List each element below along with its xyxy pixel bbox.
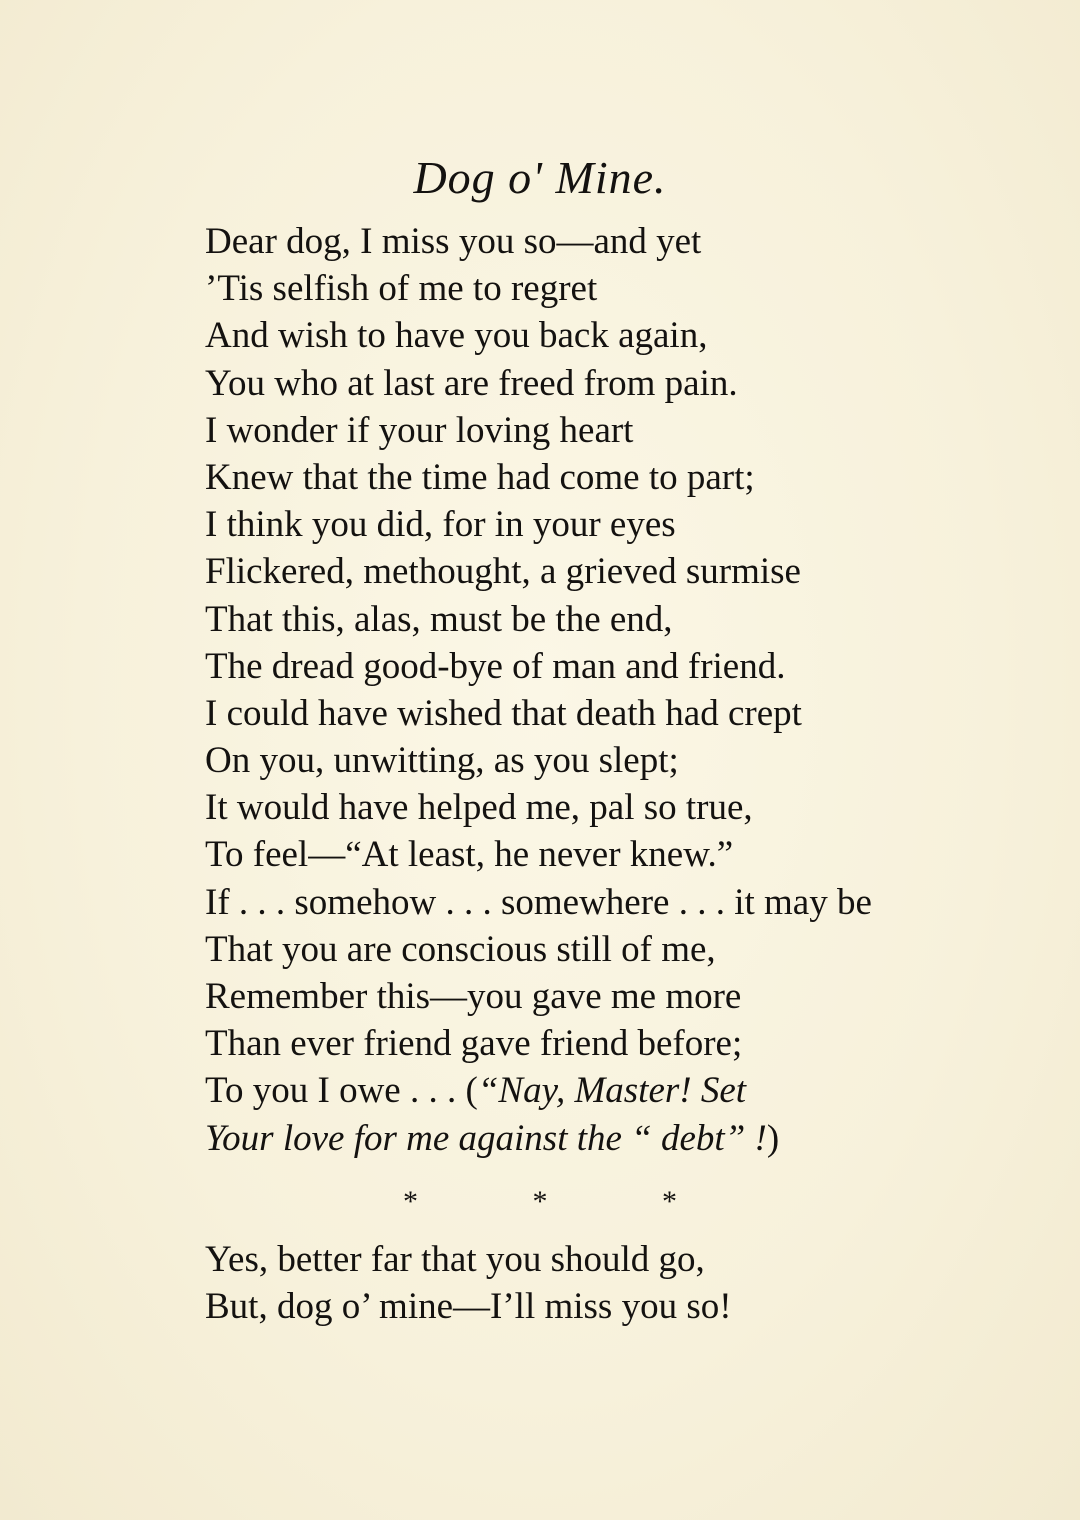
- poem-line: Than ever friend gave friend before;: [205, 1023, 743, 1065]
- poem-line: On you, unwitting, as you slept;: [205, 740, 679, 782]
- separator-star: *: [532, 1185, 548, 1218]
- poem-line: ’Tis selfish of me to regret: [205, 268, 598, 310]
- separator-star: *: [403, 1185, 418, 1218]
- poem-line: To feel—“At least, he never knew.”: [205, 834, 734, 876]
- poem-line: You who at last are freed from pain.: [205, 362, 738, 404]
- poem-line-20-italic: Your love for me against the “ debt” !: [205, 1117, 767, 1159]
- poem-line-20-close: ): [766, 1117, 780, 1159]
- poem-line: Dear dog, I miss you so—and yet: [205, 221, 702, 262]
- poem-title: Dog o' Mine.: [413, 152, 667, 203]
- poem-line: I could have wished that death had crept: [205, 692, 802, 734]
- separator-star: *: [662, 1185, 677, 1218]
- poem-line: It would have helped me, pal so true,: [205, 787, 753, 829]
- poem-body: [205, 218, 1065, 1162]
- coda-line: But, dog o’ mine—I’ll miss you so!: [205, 1286, 732, 1328]
- coda-line: Yes, better far that you should go,: [205, 1239, 705, 1280]
- poem-line: And wish to have you back again,: [205, 315, 708, 357]
- poem-line: Remember this—you gave me more: [205, 976, 742, 1017]
- poem-line-19: [205, 1067, 1065, 1114]
- poem-line: If . . . somehow . . . somewhere . . . it may be: [205, 881, 872, 923]
- poem-line: That this, alas, must be the end,: [205, 598, 673, 640]
- poem-coda: [205, 1236, 1065, 1330]
- poem-line: The dread good-bye of man and friend.: [205, 645, 786, 687]
- poem-line-19-roman: To you I owe . . . (: [205, 1070, 478, 1112]
- section-separator: [0, 1182, 1080, 1222]
- poem-line: I wonder if your loving heart: [205, 409, 634, 451]
- poem-line: Flickered, methought, a grieved surmise: [205, 551, 801, 593]
- poem-line: That you are conscious still of me,: [205, 928, 716, 970]
- poem-line: Knew that the time had come to part;: [205, 456, 755, 498]
- poem-line-19-italic: “Nay, Master! Set: [477, 1070, 747, 1112]
- poem-line: I think you did, for in your eyes: [205, 504, 676, 546]
- poem-line-20: [205, 1115, 1065, 1162]
